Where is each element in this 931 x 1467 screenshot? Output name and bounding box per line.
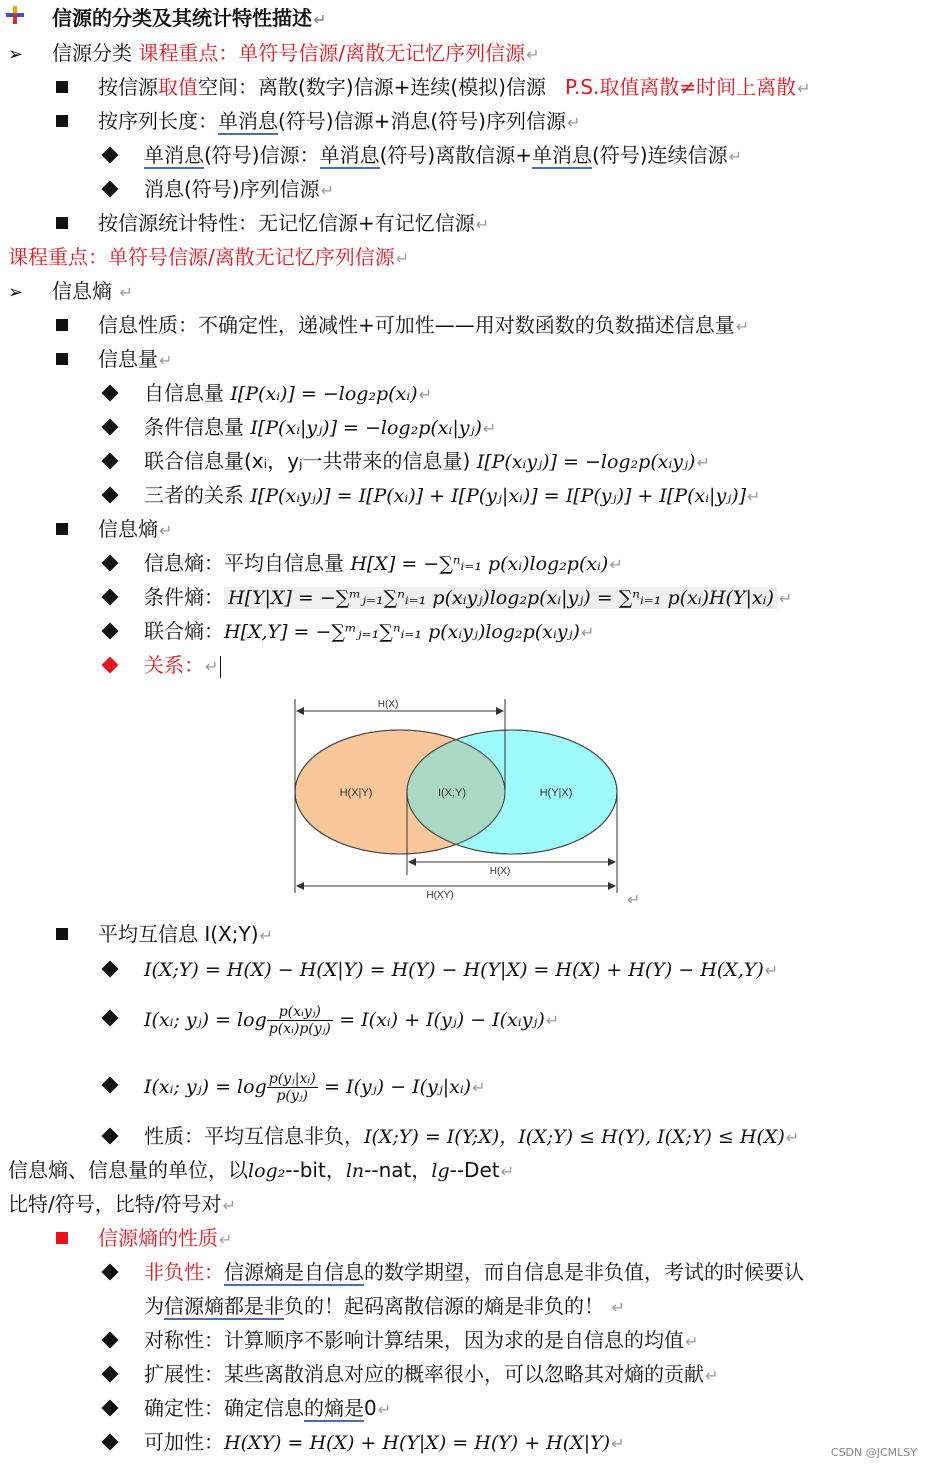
- by-length-line: 按序列长度：单消息(符号)信源+消息(符号)序列信源↵: [98, 109, 581, 133]
- venn-right-label: H(Y|X): [539, 787, 573, 799]
- venn-para-mark: ↵: [627, 890, 641, 909]
- square-bullet-icon: [56, 523, 68, 535]
- single-source-line: 单消息(符号)信源：单消息(符号)离散信源+单消息(符号)连续信源↵: [144, 143, 742, 167]
- relation-info-line: 三者的关系 I[P(xᵢyⱼ)] = I[P(xᵢ)] + I[P(yⱼ|xᵢ)] = I[P(yⱼ)] + I[P(xᵢ|yⱼ)]↵: [144, 483, 761, 507]
- mutual-formula-1: I(X;Y) = H(X) − H(X|Y) = H(Y) − H(Y|X) = H(X) + H(Y) − H(X,Y)↵: [144, 959, 779, 981]
- square-bullet-icon: [56, 115, 68, 127]
- entropy-header: 信息熵 ↵: [52, 279, 133, 303]
- fraction: $\frac{\text{p(yⱼ|xᵢ)}}{\text{p(yⱼ)}}$: [268, 1071, 316, 1104]
- arrow-icon: ➢: [8, 44, 24, 65]
- diamond-bullet-icon: [102, 1010, 119, 1027]
- text-cursor: [220, 656, 221, 678]
- additive-line: 可加性：H(XY) = H(X) + H(Y|X) = H(Y) + H(X|Y)↵: [144, 1430, 625, 1454]
- diamond-bullet-icon: [102, 1332, 119, 1349]
- classify-line: 信源分类 课程重点：单符号信源/离散无记忆序列信源↵: [52, 41, 540, 65]
- joint-info-line: 联合信息量(xᵢ，yⱼ一共带来的信息量) I[P(xᵢyⱼ)] = −log₂p(xᵢyⱼ)↵: [144, 449, 710, 473]
- entropy-subheader: 信息熵↵: [98, 517, 173, 541]
- entropy-venn-diagram: [290, 695, 640, 905]
- diamond-bullet-icon: [102, 1366, 119, 1383]
- mutual-property-line: 性质：平均互信息非负，I(X;Y) = I(Y;X)，I(X;Y) ≤ H(Y), I(X;Y) ≤ H(X)↵: [144, 1124, 800, 1148]
- square-bullet-icon: [56, 217, 68, 229]
- mutual-formula-2: I(xᵢ; yⱼ) = log $\frac{\text{p(xᵢyⱼ)}}{\text{p(xᵢ)p(yⱼ)}}$ = I(xᵢ) + I(yⱼ) − I(xᵢyⱼ)↵: [144, 1004, 560, 1037]
- units-line: 信息熵、信息量的单位，以log₂--bit，ln--nat，lg--Det↵: [8, 1158, 515, 1182]
- square-bullet-icon: [56, 353, 68, 365]
- diamond-bullet-icon: [102, 147, 119, 164]
- square-bullet-icon: [56, 81, 68, 93]
- diamond-bullet-icon: [102, 589, 119, 606]
- diamond-bullet-icon: [102, 1077, 119, 1094]
- joint-entropy-line: 联合熵：H[X,Y] = −∑ᵐⱼ₌₁∑ⁿᵢ₌₁ p(xᵢyⱼ)log₂p(xᵢyⱼ)↵: [144, 619, 595, 643]
- diamond-bullet-icon: [102, 961, 119, 978]
- nature-line: 信息性质：不确定性，递减性+可加性——用对数函数的负数描述信息量↵: [98, 313, 750, 337]
- diamond-bullet-icon: [102, 453, 119, 470]
- diamond-bullet-icon: [102, 1264, 119, 1281]
- diamond-bullet-icon: [102, 657, 119, 674]
- diamond-bullet-icon: [102, 385, 119, 402]
- cond-entropy-line: 条件熵： H[Y|X] = −∑ᵐⱼ₌₁∑ⁿᵢ₌₁ p(xᵢyⱼ)log₂p(xᵢ|yⱼ) = ∑ⁿᵢ₌₁ p(xᵢ)H(Y|xᵢ) ↵: [144, 585, 793, 609]
- diamond-bullet-icon: [102, 623, 119, 640]
- self-info-line: 自信息量 I[P(xᵢ)] = −log₂p(xᵢ)↵: [144, 381, 432, 405]
- venn-left-label: H(X|Y): [339, 787, 373, 799]
- watermark: CSDN @JCMLSY: [830, 1446, 917, 1459]
- expand-line: 扩展性：某些离散消息对应的概率很小，可以忽略其对熵的贡献↵: [144, 1362, 719, 1386]
- by-value-line: 按信源取值空间：离散(数字)信源+连续(模拟)信源 P.S.取值离散≠时间上离散↵: [98, 75, 811, 99]
- props-header: 信源熵的性质↵: [98, 1226, 233, 1250]
- units-line-2: 比特/符号，比特/符号对↵: [8, 1192, 236, 1216]
- square-bullet-icon: [56, 1232, 68, 1244]
- avg-entropy-line: 信息熵：平均自信息量 H[X] = −∑ⁿᵢ₌₁ p(xᵢ)log₂p(xᵢ)↵: [144, 551, 623, 575]
- arrow-icon: ➢: [8, 282, 24, 303]
- diamond-bullet-icon: [102, 1400, 119, 1417]
- diamond-bullet-icon: [102, 555, 119, 572]
- plus-marker-icon: [6, 6, 24, 24]
- square-bullet-icon: [56, 928, 68, 940]
- venn-bottom2-label: H(XY): [426, 890, 454, 901]
- doc-title: 信源的分类及其统计特性描述↵: [52, 6, 327, 30]
- diamond-bullet-icon: [102, 419, 119, 436]
- symmetric-line: 对称性：计算顺序不影响计算结果，因为求的是自信息的均值↵: [144, 1328, 699, 1352]
- mutual-formula-3: I(xᵢ; yⱼ) = log $\frac{\text{p(yⱼ|xᵢ)}}{\text{p(yⱼ)}}$ = I(yⱼ) − I(yⱼ|xᵢ)↵: [144, 1071, 486, 1104]
- square-bullet-icon: [56, 319, 68, 331]
- venn-top-label: H(X): [377, 699, 399, 710]
- fraction: $\frac{\text{p(xᵢyⱼ)}}{\text{p(xᵢ)p(yⱼ)}}$: [268, 1004, 331, 1037]
- by-stat-line: 按信源统计特性：无记忆信源+有记忆信源↵: [98, 211, 490, 235]
- diamond-bullet-icon: [102, 1434, 119, 1451]
- sequence-source-line: 消息(符号)序列信源↵: [144, 177, 335, 201]
- diamond-bullet-icon: [102, 181, 119, 198]
- venn-mid-label: I(X;Y): [437, 787, 467, 799]
- certain-line: 确定性：确定信息的熵是0↵: [144, 1396, 392, 1420]
- relation-line: 关系：↵: [144, 651, 221, 681]
- venn-bottom1-label: H(X): [489, 866, 511, 877]
- cond-info-line: 条件信息量 I[P(xᵢ|yⱼ)] = −log₂p(xᵢ|yⱼ)↵: [144, 415, 497, 439]
- info-amount-header: 信息量↵: [98, 347, 173, 371]
- diamond-bullet-icon: [102, 487, 119, 504]
- key-point-line: 课程重点：单符号信源/离散无记忆序列信源↵: [8, 245, 410, 269]
- diamond-bullet-icon: [102, 1128, 119, 1145]
- nonneg-line-1: 非负性：信源熵是自信息的数学期望，而自信息是非负值，考试的时候要认: [144, 1260, 804, 1284]
- nonneg-line-2: 为信源熵都是非负的！起码离散信源的熵是非负的！ ↵: [144, 1294, 625, 1318]
- mutual-header: 平均互信息 I(X;Y)↵: [98, 922, 273, 946]
